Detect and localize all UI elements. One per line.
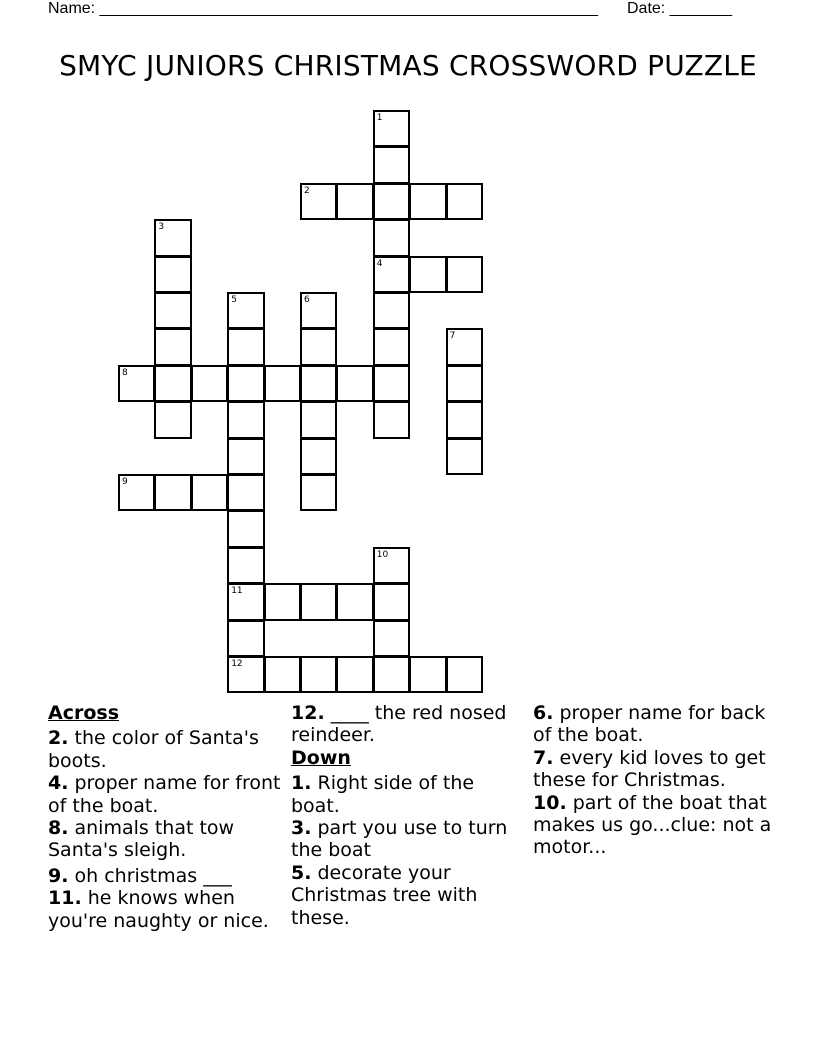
grid-cell[interactable]	[154, 401, 191, 438]
grid-cell[interactable]	[373, 183, 410, 220]
grid-cell[interactable]	[227, 365, 264, 402]
clue-number: 3.	[291, 817, 312, 840]
grid-cell[interactable]	[336, 183, 373, 220]
grid-cell[interactable]	[373, 146, 410, 183]
grid-cell[interactable]	[446, 401, 483, 438]
grid-cell[interactable]	[154, 328, 191, 365]
clue-number: 1.	[291, 772, 312, 795]
clue-across-4	[48, 772, 288, 817]
grid-cell[interactable]	[373, 256, 410, 293]
cell-number: 4	[376, 258, 383, 269]
clue-text: decorate your Christmas tree with these.	[291, 861, 478, 929]
clue-text: part you use to turn the boat	[291, 817, 508, 862]
clue-text: Right side of the boat.	[291, 772, 475, 817]
grid-cell[interactable]	[446, 256, 483, 293]
clue-across-2	[48, 727, 288, 772]
grid-cell[interactable]	[373, 110, 410, 147]
date-field-label: Date: _______	[627, 0, 732, 17]
clue-across-11	[48, 887, 288, 932]
clue-text: oh christmas ___	[74, 864, 232, 887]
clue-across-12	[291, 702, 521, 747]
grid-cell[interactable]	[264, 365, 301, 402]
grid-cell[interactable]	[300, 401, 337, 438]
grid-cell[interactable]	[336, 656, 373, 693]
grid-cell[interactable]	[409, 656, 446, 693]
cell-number: 6	[304, 295, 310, 305]
grid-cell[interactable]	[227, 438, 264, 475]
name-field-label: Name: ________________________________________________________	[48, 0, 598, 17]
clue-down-3	[291, 817, 521, 862]
grid-cell[interactable]	[154, 474, 191, 511]
clue-number: 11.	[48, 887, 82, 910]
cell-number: 11	[231, 586, 243, 597]
grid-cell[interactable]	[336, 365, 373, 402]
grid-cell[interactable]	[300, 438, 337, 475]
clues-column-2	[291, 702, 521, 929]
page-title: SMYC JUNIORS CHRISTMAS CROSSWORD PUZZLE	[59, 49, 757, 82]
across-heading: Across	[48, 702, 120, 724]
clue-text: ____ the red nosed reindeer.	[291, 702, 507, 747]
cell-number: 5	[231, 295, 237, 305]
grid-cell[interactable]	[227, 401, 264, 438]
grid-cell[interactable]	[373, 583, 410, 620]
clue-across-9	[48, 865, 288, 887]
grid-cell[interactable]	[373, 547, 410, 584]
grid-cell[interactable]	[373, 620, 410, 657]
grid-cell[interactable]	[373, 292, 410, 329]
grid-cell[interactable]	[446, 656, 483, 693]
grid-cell[interactable]	[227, 547, 264, 584]
clue-text: proper name for back of the boat.	[533, 702, 766, 747]
cell-number: 10	[376, 549, 389, 560]
clue-down-1	[291, 772, 521, 817]
grid-cell[interactable]	[227, 510, 264, 547]
clue-text: animals that tow Santa's sleigh.	[48, 817, 235, 862]
clue-number: 8.	[48, 817, 69, 840]
grid-cell[interactable]	[300, 183, 337, 220]
grid-cell[interactable]	[446, 438, 483, 475]
grid-cell[interactable]	[300, 328, 337, 365]
cell-number: 3	[158, 222, 165, 233]
clue-number: 2.	[48, 727, 69, 750]
clue-number: 12.	[291, 702, 325, 724]
clue-number: 7.	[533, 746, 554, 769]
grid-cell[interactable]	[446, 328, 483, 365]
clues-column-1	[48, 702, 288, 932]
grid-cell[interactable]	[191, 474, 228, 511]
clue-across-8	[48, 817, 288, 862]
grid-cell[interactable]	[154, 219, 191, 256]
clue-number: 5.	[291, 861, 312, 884]
grid-cell[interactable]	[446, 365, 483, 402]
grid-cell[interactable]	[300, 474, 337, 511]
grid-cell[interactable]	[300, 656, 337, 693]
grid-cell[interactable]	[373, 365, 410, 402]
grid-cell[interactable]	[300, 583, 337, 620]
grid-cell[interactable]	[409, 183, 446, 220]
grid-cell[interactable]	[227, 620, 264, 657]
clue-text: he knows when you're naughty or nice.	[48, 887, 269, 932]
clues-column-3	[533, 702, 773, 859]
clue-number: 10.	[533, 791, 567, 814]
grid-cell[interactable]	[118, 474, 155, 511]
down-heading: Down	[291, 746, 351, 769]
grid-cell[interactable]	[227, 583, 264, 620]
clue-text: the color of Santa's boots.	[48, 727, 259, 772]
grid-cell[interactable]	[264, 656, 301, 693]
grid-cell[interactable]	[154, 365, 191, 402]
clue-text: every kid loves to get these for Christmas.	[533, 746, 766, 792]
clue-number: 4.	[48, 772, 69, 795]
clue-down-10	[533, 792, 773, 859]
grid-cell[interactable]	[227, 474, 264, 511]
clue-text: part of the boat that makes us go...clue: not a motor...	[533, 791, 772, 859]
grid-cell[interactable]	[264, 583, 301, 620]
cell-number: 9	[122, 477, 128, 487]
cell-number: 2	[304, 185, 310, 196]
grid-cell[interactable]	[300, 292, 337, 329]
clue-number: 9.	[48, 864, 69, 887]
grid-cell[interactable]	[373, 656, 410, 693]
grid-cell[interactable]	[409, 256, 446, 293]
cell-number: 7	[449, 331, 456, 342]
clue-text: proper name for front of the boat.	[48, 772, 281, 817]
grid-cell[interactable]	[446, 183, 483, 220]
clue-number: 6.	[533, 702, 554, 724]
grid-cell[interactable]	[373, 219, 410, 256]
grid-cell[interactable]	[154, 256, 191, 293]
clue-down-7	[533, 747, 773, 792]
clue-down-6	[533, 702, 773, 747]
grid-cell[interactable]	[118, 365, 155, 402]
cell-number: 12	[231, 659, 243, 669]
clue-down-5	[291, 862, 521, 929]
cell-number: 8	[122, 367, 128, 378]
grid-cell[interactable]	[227, 292, 264, 329]
cell-number: 1	[376, 113, 383, 123]
grid-cell[interactable]	[154, 292, 191, 329]
grid-cell[interactable]	[373, 328, 410, 365]
grid-cell[interactable]	[373, 401, 410, 438]
grid-cell[interactable]	[191, 365, 228, 402]
grid-cell[interactable]	[336, 583, 373, 620]
grid-cell[interactable]	[227, 656, 264, 693]
grid-cell[interactable]	[300, 365, 337, 402]
grid-cell[interactable]	[227, 328, 264, 365]
